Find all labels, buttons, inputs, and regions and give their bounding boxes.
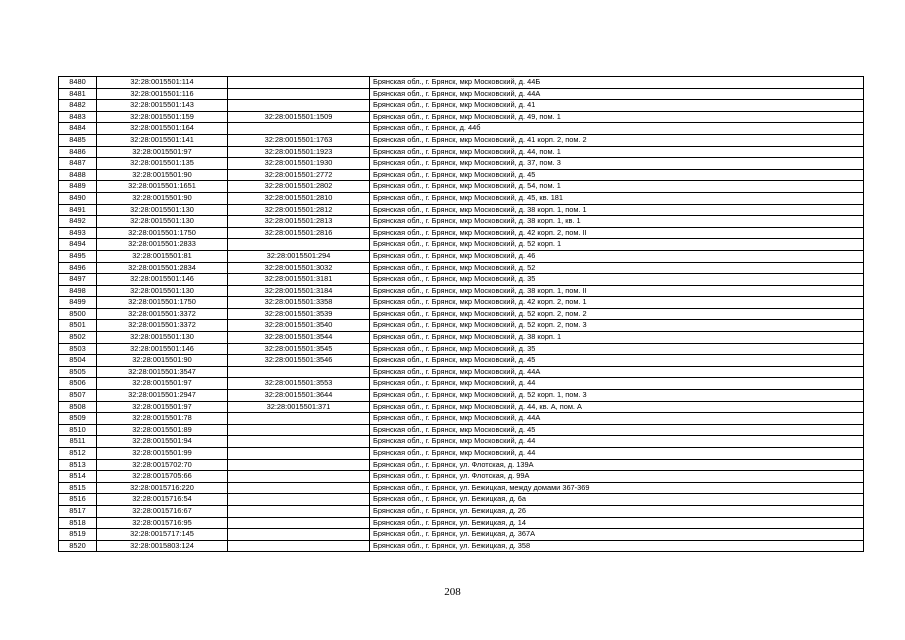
address-cell: Брянская обл., г. Брянск, мкр Московский, д. 44Б bbox=[370, 77, 864, 89]
address-cell: Брянская обл., г. Брянск, мкр Московский, д. 44А bbox=[370, 366, 864, 378]
table-row bbox=[59, 517, 864, 529]
table-row bbox=[59, 401, 864, 413]
table-row bbox=[59, 297, 864, 309]
cadastral-number-cell: 32:28:0015501:146 bbox=[97, 274, 228, 286]
cadastral-number-cell: 32:28:0015501:78 bbox=[97, 413, 228, 425]
cadastral-number-cell: 32:28:0015501:141 bbox=[97, 134, 228, 146]
page-number: 208 bbox=[444, 586, 461, 598]
table-row bbox=[59, 413, 864, 425]
address-cell: Брянская обл., г. Брянск, ул. Флотская, д. 99А bbox=[370, 471, 864, 483]
table-row bbox=[59, 494, 864, 506]
cadastral-number-cell: 32:28:0015501:3372 bbox=[97, 320, 228, 332]
row-number-cell: 8489 bbox=[59, 181, 97, 193]
row-number-cell: 8494 bbox=[59, 239, 97, 251]
linked-cadastral-number-cell: 32:28:0015501:1763 bbox=[228, 134, 370, 146]
cadastral-number-cell: 32:28:0015501:1750 bbox=[97, 297, 228, 309]
table-row bbox=[59, 111, 864, 123]
table-row bbox=[59, 343, 864, 355]
row-number-cell: 8487 bbox=[59, 158, 97, 170]
row-number-cell: 8508 bbox=[59, 401, 97, 413]
address-cell: Брянская обл., г. Брянск, мкр Московский, д. 45 bbox=[370, 424, 864, 436]
table-row bbox=[59, 88, 864, 100]
linked-cadastral-number-cell: 32:28:0015501:3358 bbox=[228, 297, 370, 309]
table-row bbox=[59, 320, 864, 332]
table-row bbox=[59, 146, 864, 158]
cadastral-number-cell: 32:28:0015501:81 bbox=[97, 250, 228, 262]
linked-cadastral-number-cell: 32:28:0015501:3181 bbox=[228, 274, 370, 286]
row-number-cell: 8495 bbox=[59, 250, 97, 262]
row-number-cell: 8517 bbox=[59, 505, 97, 517]
cadastral-number-cell: 32:28:0015501:90 bbox=[97, 192, 228, 204]
linked-cadastral-number-cell: 32:28:0015501:294 bbox=[228, 250, 370, 262]
linked-cadastral-number-cell bbox=[228, 239, 370, 251]
cadastral-number-cell: 32:28:0015716:220 bbox=[97, 482, 228, 494]
cadastral-number-cell: 32:28:0015501:3372 bbox=[97, 308, 228, 320]
table-row bbox=[59, 123, 864, 135]
address-cell: Брянская обл., г. Брянск, ул. Бежицкая, д. 358 bbox=[370, 540, 864, 552]
linked-cadastral-number-cell: 32:28:0015501:3032 bbox=[228, 262, 370, 274]
row-number-cell: 8505 bbox=[59, 366, 97, 378]
linked-cadastral-number-cell bbox=[228, 88, 370, 100]
linked-cadastral-number-cell: 32:28:0015501:3644 bbox=[228, 390, 370, 402]
linked-cadastral-number-cell bbox=[228, 448, 370, 460]
cadastral-number-cell: 32:28:0015501:94 bbox=[97, 436, 228, 448]
row-number-cell: 8516 bbox=[59, 494, 97, 506]
row-number-cell: 8480 bbox=[59, 77, 97, 89]
linked-cadastral-number-cell: 32:28:0015501:1509 bbox=[228, 111, 370, 123]
cadastral-number-cell: 32:28:0015716:67 bbox=[97, 505, 228, 517]
linked-cadastral-number-cell bbox=[228, 100, 370, 112]
row-number-cell: 8510 bbox=[59, 424, 97, 436]
cadastral-number-cell: 32:28:0015501:97 bbox=[97, 378, 228, 390]
table-row bbox=[59, 227, 864, 239]
row-number-cell: 8515 bbox=[59, 482, 97, 494]
table-row bbox=[59, 308, 864, 320]
address-cell: Брянская обл., г. Брянск, мкр Московский, д. 37, пом. 3 bbox=[370, 158, 864, 170]
cadastral-number-cell: 32:28:0015501:143 bbox=[97, 100, 228, 112]
address-cell: Брянская обл., г. Брянск, мкр Московский, д. 38 корп. 1, кв. 1 bbox=[370, 216, 864, 228]
linked-cadastral-number-cell: 32:28:0015501:3184 bbox=[228, 285, 370, 297]
row-number-cell: 8482 bbox=[59, 100, 97, 112]
row-number-cell: 8484 bbox=[59, 123, 97, 135]
table-row bbox=[59, 436, 864, 448]
registry-table bbox=[58, 76, 864, 552]
row-number-cell: 8488 bbox=[59, 169, 97, 181]
table-row bbox=[59, 390, 864, 402]
cadastral-number-cell: 32:28:0015501:159 bbox=[97, 111, 228, 123]
address-cell: Брянская обл., г. Брянск, мкр Московский, д. 45 bbox=[370, 355, 864, 367]
cadastral-number-cell: 32:28:0015716:54 bbox=[97, 494, 228, 506]
row-number-cell: 8498 bbox=[59, 285, 97, 297]
table-row bbox=[59, 192, 864, 204]
row-number-cell: 8486 bbox=[59, 146, 97, 158]
row-number-cell: 8499 bbox=[59, 297, 97, 309]
address-cell: Брянская обл., г. Брянск, мкр Московский, д. 44А bbox=[370, 88, 864, 100]
table-row bbox=[59, 332, 864, 344]
address-cell: Брянская обл., г. Брянск, мкр Московский, д. 49, пом. 1 bbox=[370, 111, 864, 123]
table-row bbox=[59, 204, 864, 216]
row-number-cell: 8504 bbox=[59, 355, 97, 367]
cadastral-number-cell: 32:28:0015501:135 bbox=[97, 158, 228, 170]
cadastral-number-cell: 32:28:0015501:90 bbox=[97, 169, 228, 181]
table-row bbox=[59, 366, 864, 378]
table-row bbox=[59, 100, 864, 112]
linked-cadastral-number-cell: 32:28:0015501:3546 bbox=[228, 355, 370, 367]
linked-cadastral-number-cell: 32:28:0015501:2772 bbox=[228, 169, 370, 181]
address-cell: Брянская обл., г. Брянск, мкр Московский, д. 41 корп. 2, пом. 2 bbox=[370, 134, 864, 146]
table-row bbox=[59, 424, 864, 436]
cadastral-number-cell: 32:28:0015501:116 bbox=[97, 88, 228, 100]
row-number-cell: 8491 bbox=[59, 204, 97, 216]
row-number-cell: 8519 bbox=[59, 529, 97, 541]
linked-cadastral-number-cell bbox=[228, 77, 370, 89]
address-cell: Брянская обл., г. Брянск, ул. Флотская, д. 139А bbox=[370, 459, 864, 471]
cadastral-number-cell: 32:28:0015501:164 bbox=[97, 123, 228, 135]
address-cell: Брянская обл., г. Брянск, мкр Московский, д. 46 bbox=[370, 250, 864, 262]
linked-cadastral-number-cell bbox=[228, 413, 370, 425]
row-number-cell: 8490 bbox=[59, 192, 97, 204]
cadastral-number-cell: 32:28:0015705:66 bbox=[97, 471, 228, 483]
linked-cadastral-number-cell: 32:28:0015501:371 bbox=[228, 401, 370, 413]
cadastral-number-cell: 32:28:0015501:130 bbox=[97, 216, 228, 228]
linked-cadastral-number-cell: 32:28:0015501:3544 bbox=[228, 332, 370, 344]
linked-cadastral-number-cell: 32:28:0015501:2813 bbox=[228, 216, 370, 228]
address-cell: Брянская обл., г. Брянск, мкр Московский, д. 44А bbox=[370, 413, 864, 425]
row-number-cell: 8485 bbox=[59, 134, 97, 146]
linked-cadastral-number-cell: 32:28:0015501:2810 bbox=[228, 192, 370, 204]
row-number-cell: 8503 bbox=[59, 343, 97, 355]
cadastral-number-cell: 32:28:0015501:90 bbox=[97, 355, 228, 367]
cadastral-number-cell: 32:28:0015501:1651 bbox=[97, 181, 228, 193]
linked-cadastral-number-cell bbox=[228, 366, 370, 378]
table-row bbox=[59, 134, 864, 146]
linked-cadastral-number-cell: 32:28:0015501:1930 bbox=[228, 158, 370, 170]
row-number-cell: 8513 bbox=[59, 459, 97, 471]
row-number-cell: 8520 bbox=[59, 540, 97, 552]
row-number-cell: 8511 bbox=[59, 436, 97, 448]
cadastral-number-cell: 32:28:0015501:1750 bbox=[97, 227, 228, 239]
address-cell: Брянская обл., г. Брянск, мкр Московский, д. 44, кв. А, пом. А bbox=[370, 401, 864, 413]
cadastral-number-cell: 32:28:0015717:145 bbox=[97, 529, 228, 541]
linked-cadastral-number-cell bbox=[228, 123, 370, 135]
table-row bbox=[59, 355, 864, 367]
row-number-cell: 8496 bbox=[59, 262, 97, 274]
linked-cadastral-number-cell: 32:28:0015501:3539 bbox=[228, 308, 370, 320]
table-row bbox=[59, 239, 864, 251]
cadastral-number-cell: 32:28:0015501:89 bbox=[97, 424, 228, 436]
table-row bbox=[59, 216, 864, 228]
table-row bbox=[59, 77, 864, 89]
table-row bbox=[59, 529, 864, 541]
cadastral-number-cell: 32:28:0015702:70 bbox=[97, 459, 228, 471]
cadastral-number-cell: 32:28:0015501:130 bbox=[97, 204, 228, 216]
address-cell: Брянская обл., г. Брянск, мкр Московский, д. 38 корп. 1, пом. 1 bbox=[370, 204, 864, 216]
cadastral-number-cell: 32:28:0015501:2834 bbox=[97, 262, 228, 274]
address-cell: Брянская обл., г. Брянск, мкр Московский, д. 42 корп. 2, пом. II bbox=[370, 227, 864, 239]
cadastral-number-cell: 32:28:0015716:95 bbox=[97, 517, 228, 529]
linked-cadastral-number-cell bbox=[228, 424, 370, 436]
address-cell: Брянская обл., г. Брянск, ул. Бежицкая, д. 26 bbox=[370, 505, 864, 517]
address-cell: Брянская обл., г. Брянск, мкр Московский, д. 54, пом. 1 bbox=[370, 181, 864, 193]
table-row bbox=[59, 158, 864, 170]
address-cell: Брянская обл., г. Брянск, мкр Московский, д. 38 корп. 1, пом. II bbox=[370, 285, 864, 297]
address-cell: Брянская обл., г. Брянск, мкр Московский, д. 44 bbox=[370, 436, 864, 448]
address-cell: Брянская обл., г. Брянск, мкр Московский, д. 35 bbox=[370, 274, 864, 286]
address-cell: Брянская обл., г. Брянск, мкр Московский, д. 52 корп. 2, пом. 2 bbox=[370, 308, 864, 320]
address-cell: Брянская обл., г. Брянск, мкр Московский, д. 41 bbox=[370, 100, 864, 112]
linked-cadastral-number-cell bbox=[228, 517, 370, 529]
linked-cadastral-number-cell bbox=[228, 494, 370, 506]
address-cell: Брянская обл., г. Брянск, мкр Московский, д. 52 корп. 1, пом. 3 bbox=[370, 390, 864, 402]
row-number-cell: 8500 bbox=[59, 308, 97, 320]
address-cell: Брянская обл., г. Брянск, д. 44б bbox=[370, 123, 864, 135]
address-cell: Брянская обл., г. Брянск, ул. Бежицкая, д. 14 bbox=[370, 517, 864, 529]
table-row bbox=[59, 459, 864, 471]
address-cell: Брянская обл., г. Брянск, мкр Московский, д. 44 bbox=[370, 448, 864, 460]
address-cell: Брянская обл., г. Брянск, ул. Бежицкая, д. 6а bbox=[370, 494, 864, 506]
linked-cadastral-number-cell: 32:28:0015501:3545 bbox=[228, 343, 370, 355]
table-row bbox=[59, 482, 864, 494]
table-row bbox=[59, 169, 864, 181]
cadastral-number-cell: 32:28:0015501:130 bbox=[97, 285, 228, 297]
row-number-cell: 8507 bbox=[59, 390, 97, 402]
linked-cadastral-number-cell bbox=[228, 471, 370, 483]
row-number-cell: 8518 bbox=[59, 517, 97, 529]
cadastral-number-cell: 32:28:0015501:97 bbox=[97, 401, 228, 413]
address-cell: Брянская обл., г. Брянск, мкр Московский, д. 52 корп. 2, пом. 3 bbox=[370, 320, 864, 332]
address-cell: Брянская обл., г. Брянск, мкр Московский, д. 38 корп. 1 bbox=[370, 332, 864, 344]
row-number-cell: 8506 bbox=[59, 378, 97, 390]
row-number-cell: 8497 bbox=[59, 274, 97, 286]
table-row bbox=[59, 505, 864, 517]
linked-cadastral-number-cell bbox=[228, 505, 370, 517]
table-row bbox=[59, 540, 864, 552]
table-row bbox=[59, 181, 864, 193]
cadastral-number-cell: 32:28:0015501:97 bbox=[97, 146, 228, 158]
linked-cadastral-number-cell bbox=[228, 482, 370, 494]
linked-cadastral-number-cell: 32:28:0015501:2812 bbox=[228, 204, 370, 216]
table-row bbox=[59, 262, 864, 274]
linked-cadastral-number-cell: 32:28:0015501:3540 bbox=[228, 320, 370, 332]
cadastral-number-cell: 32:28:0015803:124 bbox=[97, 540, 228, 552]
address-cell: Брянская обл., г. Брянск, ул. Бежицкая, между домами 367-369 bbox=[370, 482, 864, 494]
cadastral-number-cell: 32:28:0015501:99 bbox=[97, 448, 228, 460]
row-number-cell: 8509 bbox=[59, 413, 97, 425]
address-cell: Брянская обл., г. Брянск, мкр Московский, д. 42 корп. 2, пом. 1 bbox=[370, 297, 864, 309]
linked-cadastral-number-cell: 32:28:0015501:2816 bbox=[228, 227, 370, 239]
row-number-cell: 8502 bbox=[59, 332, 97, 344]
registry-table-body bbox=[59, 77, 864, 552]
table-row bbox=[59, 274, 864, 286]
linked-cadastral-number-cell bbox=[228, 540, 370, 552]
cadastral-number-cell: 32:28:0015501:3547 bbox=[97, 366, 228, 378]
address-cell: Брянская обл., г. Брянск, мкр Московский, д. 52 bbox=[370, 262, 864, 274]
cadastral-number-cell: 32:28:0015501:2833 bbox=[97, 239, 228, 251]
row-number-cell: 8512 bbox=[59, 448, 97, 460]
address-cell: Брянская обл., г. Брянск, мкр Московский, д. 45, кв. 181 bbox=[370, 192, 864, 204]
linked-cadastral-number-cell: 32:28:0015501:2802 bbox=[228, 181, 370, 193]
address-cell: Брянская обл., г. Брянск, мкр Московский, д. 52 корп. 1 bbox=[370, 239, 864, 251]
cadastral-number-cell: 32:28:0015501:146 bbox=[97, 343, 228, 355]
table-row bbox=[59, 250, 864, 262]
row-number-cell: 8514 bbox=[59, 471, 97, 483]
linked-cadastral-number-cell bbox=[228, 529, 370, 541]
address-cell: Брянская обл., г. Брянск, мкр Московский, д. 35 bbox=[370, 343, 864, 355]
row-number-cell: 8481 bbox=[59, 88, 97, 100]
row-number-cell: 8493 bbox=[59, 227, 97, 239]
linked-cadastral-number-cell: 32:28:0015501:1923 bbox=[228, 146, 370, 158]
table-row bbox=[59, 285, 864, 297]
cadastral-number-cell: 32:28:0015501:2947 bbox=[97, 390, 228, 402]
row-number-cell: 8501 bbox=[59, 320, 97, 332]
cadastral-number-cell: 32:28:0015501:114 bbox=[97, 77, 228, 89]
linked-cadastral-number-cell bbox=[228, 436, 370, 448]
table-row bbox=[59, 471, 864, 483]
row-number-cell: 8492 bbox=[59, 216, 97, 228]
linked-cadastral-number-cell: 32:28:0015501:3553 bbox=[228, 378, 370, 390]
table-row bbox=[59, 448, 864, 460]
address-cell: Брянская обл., г. Брянск, мкр Московский, д. 45 bbox=[370, 169, 864, 181]
table-row bbox=[59, 378, 864, 390]
address-cell: Брянская обл., г. Брянск, мкр Московский, д. 44, пом. 1 bbox=[370, 146, 864, 158]
linked-cadastral-number-cell bbox=[228, 459, 370, 471]
address-cell: Брянская обл., г. Брянск, ул. Бежицкая, д. 367А bbox=[370, 529, 864, 541]
address-cell: Брянская обл., г. Брянск, мкр Московский, д. 44 bbox=[370, 378, 864, 390]
row-number-cell: 8483 bbox=[59, 111, 97, 123]
cadastral-number-cell: 32:28:0015501:130 bbox=[97, 332, 228, 344]
